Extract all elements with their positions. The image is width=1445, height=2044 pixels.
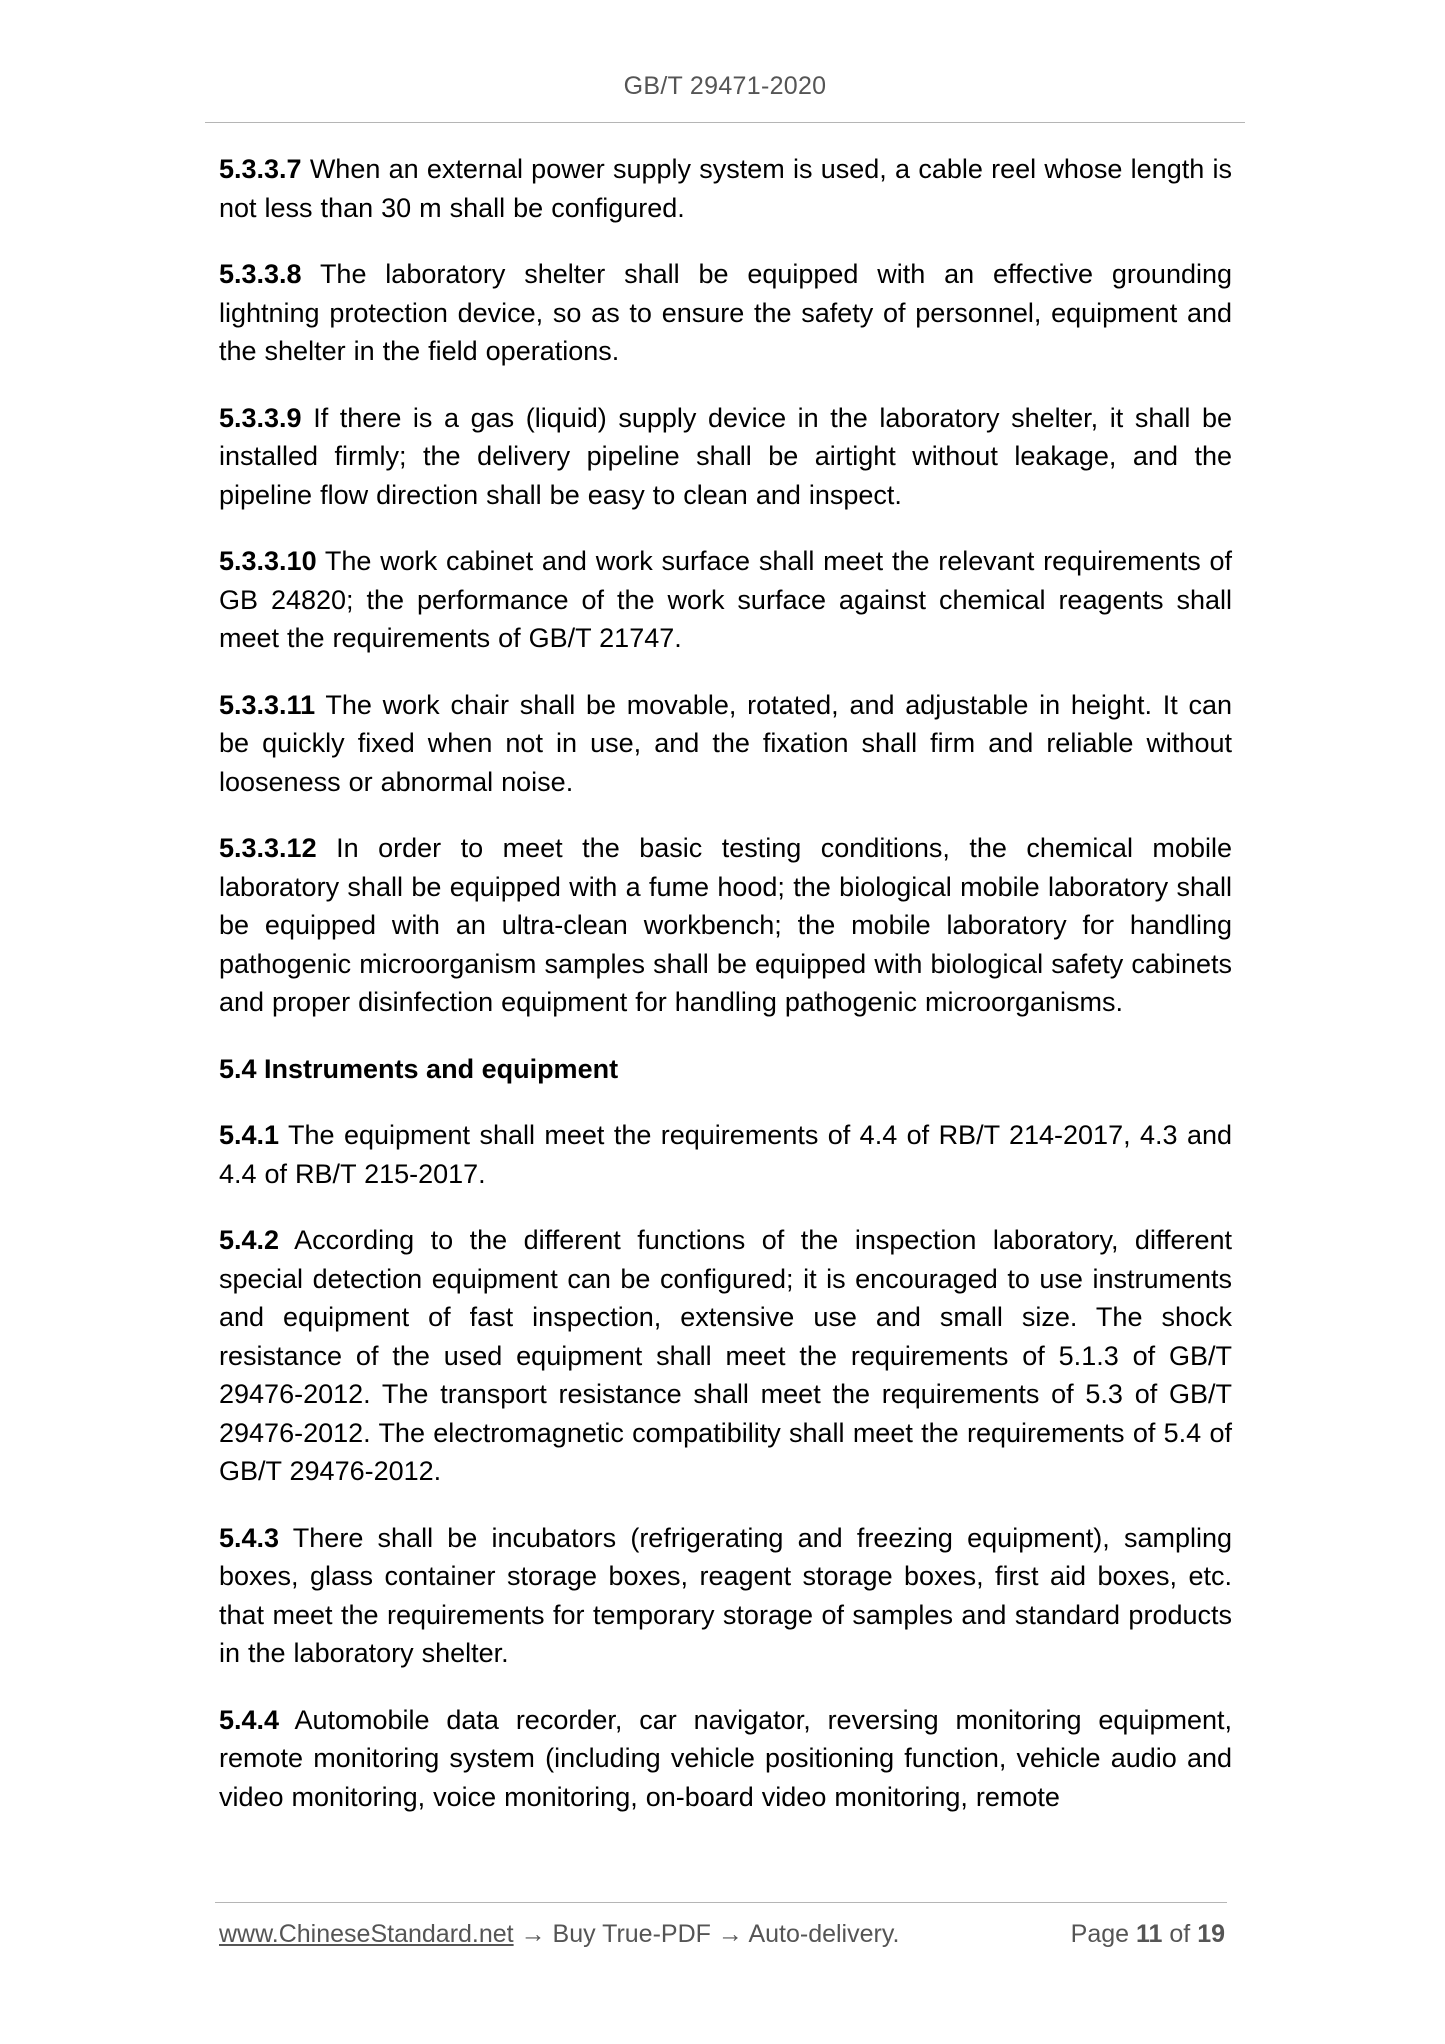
page-total: 19 — [1197, 1920, 1225, 1948]
buy-true-pdf-text: Buy True-PDF — [552, 1920, 711, 1948]
page-current: 11 — [1135, 1920, 1163, 1948]
clause-number: 5.4.4 — [219, 1704, 280, 1735]
clause-text: The work cabinet and work surface shall meet the relevant requirements of GB 24820; the performance of the work surface against chemical reagents shall meet the requirements of GB/T 21747. — [219, 546, 1232, 653]
section-heading: 5.4 Instruments and equipment — [219, 1053, 619, 1084]
clause-text: The equipment shall meet the requirements of 4.4 of RB/T 214-2017, 4.3 and 4.4 of RB/T 215-2017. — [219, 1120, 1233, 1189]
page-of-label: of — [1169, 1920, 1191, 1948]
header-divider — [205, 122, 1245, 123]
clause-text: There shall be incubators (refrigerating and freezing equipment), sampling boxes, glass container storage boxes, reagent storage boxes, first aid boxes, etc. that meet the requirements for temporary storage of samples and standard products in the laboratory shelter. — [219, 1522, 1232, 1668]
website-link[interactable]: www.ChineseStandard.net — [219, 1920, 514, 1948]
clause-text: If there is a gas (liquid) supply device in the laboratory shelter, it shall be installed firmly; the delivery pipeline shall be airtight without leakage, and the pipeline flow direction shall be easy to clean and inspect. — [219, 402, 1232, 510]
auto-delivery-text: Auto-delivery. — [748, 1920, 900, 1948]
clause-text: The work chair shall be movable, rotated, and adjustable in height. It can be quickly fixed when not in use, and the fixation shall firm and reliable without looseness or abnormal noise. — [219, 689, 1232, 797]
clause-5-3-3-10 — [219, 542, 1232, 658]
clause-5-4-2 — [219, 1221, 1232, 1491]
clause-5-4-1 — [219, 1116, 1232, 1193]
clause-5-4-4 — [219, 1701, 1232, 1817]
clause-number: 5.3.3.8 — [219, 259, 302, 289]
page-indicator — [1071, 1920, 1225, 1949]
clause-number: 5.4.3 — [219, 1522, 280, 1553]
clause-number: 5.3.3.7 — [219, 154, 302, 184]
clause-5-3-3-12 — [219, 829, 1232, 1022]
clause-5-3-3-7 — [219, 150, 1232, 227]
footer-divider — [215, 1902, 1227, 1903]
clause-5-3-3-9 — [219, 399, 1232, 515]
document-header-title: GB/T 29471-2020 — [623, 72, 827, 100]
arrow-right-icon: → — [717, 1920, 743, 1948]
clause-text: When an external power supply system is used, a cable reel whose length is not less than 30 m shall be configured. — [219, 154, 1232, 223]
clause-number: 5.3.3.11 — [219, 689, 316, 720]
clause-5-3-3-11 — [219, 686, 1232, 802]
footer-links — [219, 1920, 899, 1949]
clause-text: According to the different functions of the inspection laboratory, different special detection equipment can be configured; it is encouraged to use instruments and equipment of fast inspection, extensive use and small size. The shock resistance of the used equipment shall meet the requirements of 5.1.3 of GB/T 29476-2012. The transport resistance shall meet the requirements of 5.3 of GB/T 29476-2012. The electromagnetic compatibility shall meet the requirements of 5.4 of GB/T 29476-2012. — [219, 1225, 1233, 1486]
clause-number: 5.3.3.12 — [219, 833, 317, 863]
clause-text: The laboratory shelter shall be equipped with an effective grounding lightning protection device, so as to ensure the safety of personnel, equipment and the shelter in the field operations. — [219, 259, 1233, 366]
clause-number: 5.3.3.10 — [219, 546, 317, 576]
clause-number: 5.4.1 — [219, 1120, 280, 1150]
page-label: Page — [1070, 1920, 1130, 1948]
arrow-right-icon: → — [520, 1920, 546, 1948]
clause-5-3-3-8 — [219, 255, 1232, 371]
clause-text: In order to meet the basic testing conditions, the chemical mobile laboratory shall be equipped with a fume hood; the biological mobile laboratory shall be equipped with an ultra-clean workbench; the mobile laboratory for handling pathogenic microorganism samples shall be equipped with biological safety cabinets and proper disinfection equipment for handling pathogenic microorganisms. — [219, 833, 1232, 1017]
document-body — [219, 150, 1232, 1844]
clause-text: Automobile data recorder, car navigator, reversing monitoring equipment, remote monitoring system (including vehicle positioning function, vehicle audio and video monitoring, voice monitoring, on-board video monitoring, remote — [219, 1704, 1232, 1812]
clause-5-4-3 — [219, 1519, 1232, 1673]
clause-number: 5.4.2 — [219, 1225, 280, 1255]
clause-number: 5.3.3.9 — [219, 402, 302, 433]
